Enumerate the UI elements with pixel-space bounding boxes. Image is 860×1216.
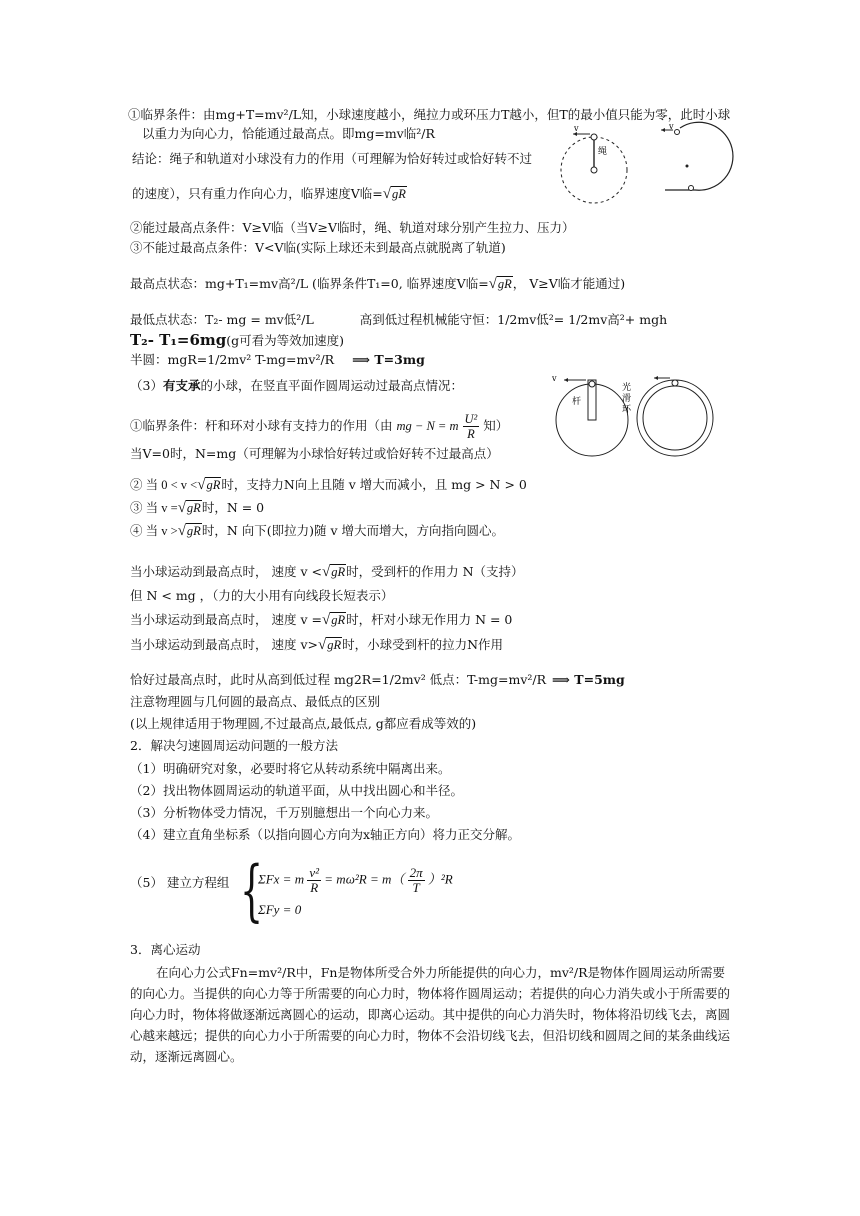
gravity-centripetal-line: 以重力为向心力，恰能通过最高点。即mg=mv临²/R [142,126,435,141]
svg-text:v: v [574,124,579,133]
svg-text:v: v [552,374,557,383]
section-3-heading: 3．离心运动 [130,942,201,957]
case-2-line: ② 当 0 < v <√gR时，支持力N向上且随 v 增大而减小，且 mg > N > 0 [130,477,527,493]
supported-ball-heading: （3）有支承的小球，在竖直平面作圆周运动过最高点情况： [130,378,463,393]
v-zero-line: 当V=0时，N=mg（可理解为小球恰好转过或恰好转不过最高点） [130,446,499,461]
rope-circle-figure [560,122,650,212]
tension-difference-line: T₂- T₁=6mg(g可看为等效加速度) [130,331,345,349]
svg-text:杆: 杆 [572,397,582,407]
svg-text:绳: 绳 [598,147,608,157]
case-3-line: ③ 当 v =√gR时，N = 0 [130,500,265,516]
critical-speed-line: 的速度），只有重力作向心力，临界速度V临=√gR [132,186,406,202]
top-speed-less-line: 当小球运动到最高点时， 速度 v <√gR时，受到杆的作用力 N（支持） [130,564,524,580]
semicircle-line: 半圆：mgR=1/2mv² T-mg=mv²/R ⟹ T=3mg [130,352,425,367]
svg-text:v: v [669,122,674,131]
section-2-heading: 2．解决匀速圆周运动问题的一般方法 [130,738,338,753]
equation-y: ΣFy = 0 [258,902,302,917]
top-state-line: 最高点状态：mg+T₁=mv高²/L (临界条件T₁=0, 临界速度V临=√gR， V≥V临才能通过) [130,276,626,292]
step-5: （5） 建立方程组 [130,875,230,890]
rule-note-line: (以上规律适用于物理圆,不过最高点,最低点, g都应看成等效的) [130,716,477,731]
centrifugal-paragraph: 在向心力公式Fn=mv²/R中，Fn是物体所受合外力所能提供的向心力，mv²/R是物体作圆周运动所需要的向心力。当提供的向心力等于所需要的向心力时，物体将作圆周运动；若提供的向心力消失或小于所需要的向心力时，物体将做逐渐远离圆心的运动，即离心运动。其中提供的向心力消失时，物体将沿切线飞去，离圆心越来越远；提供的向心力小于所需要的向心力时，物体不会沿切线飞去，但沿切线和圆周之间的某条曲线运动，逐渐远离圆心。 [130,965,731,1064]
conclusion-line: 结论：绳子和轨道对小球没有力的作用（可理解为恰好转过或恰好转不过 [132,151,533,166]
top-speed-greater-line: 当小球运动到最高点时， 速度 v>√gR时，小球受到杆的拉力N作用 [130,637,504,653]
equation-brace: { [240,852,264,929]
bottom-state-line: 最低点状态：T₂- mg = mv低²/L 高到低过程机械能守恒：1/2mv低²= 1/2mv高²+ mgh [130,312,668,327]
critical-condition-line: ①临界条件：由mg+T=mv²/L知，小球速度越小，绳拉力或环压力T越小，但T的最小值只能为零，此时小球 [128,107,731,122]
just-pass-line: 恰好过最高点时，此时从高到低过程 mg2R=1/2mv² 低点：T-mg=mv²/R ⟹ T=5mg [130,672,625,687]
smooth-ring-figure [620,370,720,460]
n-less-mg-line: 但 N < mg ，（力的大小用有向线段长短表示） [130,588,394,603]
note-line: 注意物理圆与几何圆的最高点、最低点的区别 [130,694,381,709]
top-speed-equal-line: 当小球运动到最高点时， 速度 v =√gR时，杆对小球无作用力 N = 0 [130,612,513,628]
pass-condition-line: ②能过最高点条件：V≥V临（当V≥V临时，绳、轨道对球分别产生拉力、压力） [130,220,575,235]
track-figure [655,120,740,205]
supported-critical-line: ①临界条件：杆和环对小球有支持力的作用（由 mg − N = m $\frac{\text{U²}}{R}$ 知） [130,412,509,441]
step-1: （1）明确研究对象，必要时将它从转动系统中隔离出来。 [130,761,451,776]
step-4: （4）建立直角坐标系（以指向圆心方向为x轴正方向）将力正交分解。 [130,827,521,842]
svg-text:光: 光 [622,383,632,393]
equation-x: ΣFx = m $\frac{\text{v²}}{R}$ = mω²R = m（ $\frac{2\pi}{T}$ ）²R [258,865,453,895]
svg-text:滑: 滑 [622,394,632,404]
step-2: （2）找出物体圆周运动的轨道平面，从中找出圆心和半径。 [130,783,463,798]
step-3: （3）分析物体受力情况，千万别臆想出一个向心力来。 [130,805,438,820]
svg-text:环: 环 [622,405,632,415]
case-4-line: ④ 当 v >√gR时，N 向下(即拉力)随 v 增大而增大，方向指向圆心。 [130,523,504,539]
fail-condition-line: ③不能过最高点条件：V<V临(实际上球还未到最高点就脱离了轨道) [130,240,506,255]
